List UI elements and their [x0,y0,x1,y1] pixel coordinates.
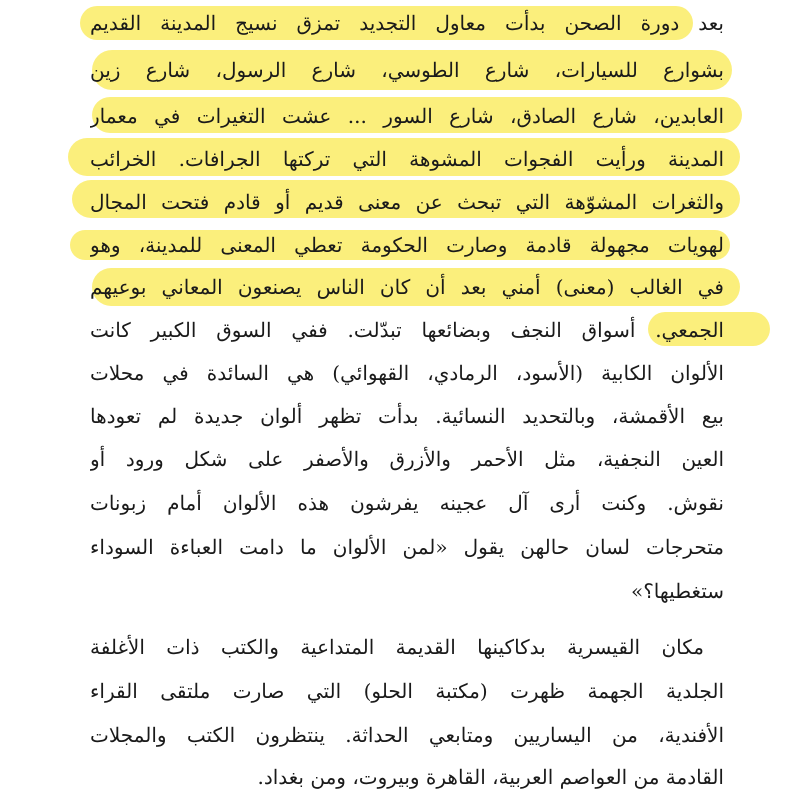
text-line: بشوارع للسيارات، شارع الطوسي، شارع الرسول، شارع زين [90,58,724,82]
text-line: نقوش. وكنت أرى آل عجينه يفرشون هذه الألوان أمام زبونات [90,491,724,515]
text-line: الألوان الكابية (الأسود، الرمادي، القهوائي) هي السائدة في محلات [90,361,724,385]
text-line: القادمة من العواصم العربية، القاهرة وبيروت، ومن بغداد. [257,765,724,789]
text-line: الجلدية الجهمة ظهرت (مكتبة الحلو) التي صارت ملتقى القراء [90,679,724,703]
text-line: بيع الأقمشة، وبالتحديد النسائية. بدأت تظهر ألوان جديدة لم تعودها [90,404,724,428]
text-line: العين النجفية، مثل الأحمر والأزرق والأصفر على شكل ورود أو [90,447,724,471]
text-line: لهويات مجهولة قادمة وصارت الحكومة تعطي المعنى للمدينة، وهو [90,233,724,257]
text-line: العابدين، شارع الصادق، شارع السور ... عشت التغيرات في معمار [90,104,724,128]
text-line: المدينة ورأيت الفجوات المشوهة التي تركتها الجرافات. الخرائب [90,147,724,171]
text-line: الأفندية، من اليساريين ومتابعي الحداثة. ينتظرون الكتب والمجلات [90,723,724,747]
text-line: والثغرات المشوّهة التي تبحث عن معنى قديم أو قادم فتحت المجال [90,190,724,214]
text-line: الجمعي. أسواق النجف وبضائعها تبدّلت. ففي السوق الكبير كانت [90,318,724,342]
text-line: في الغالب (معنى) أمني بعد أن كان الناس يصنعون المعاني بوعيهم [90,275,724,299]
text-line: متحرجات لسان حالهن يقول «لمن الألوان ما دامت العباءة السوداء [90,535,724,559]
text-line: مكان القيسرية بدكاكينها القديمة المتداعية والكتب ذات الأغلفة [90,635,704,659]
text-line: بعد دورة الصحن بدأت معاول التجديد تمزق نسيج المدينة القديم [90,11,724,35]
text-line: ستغطيها؟» [630,579,724,603]
